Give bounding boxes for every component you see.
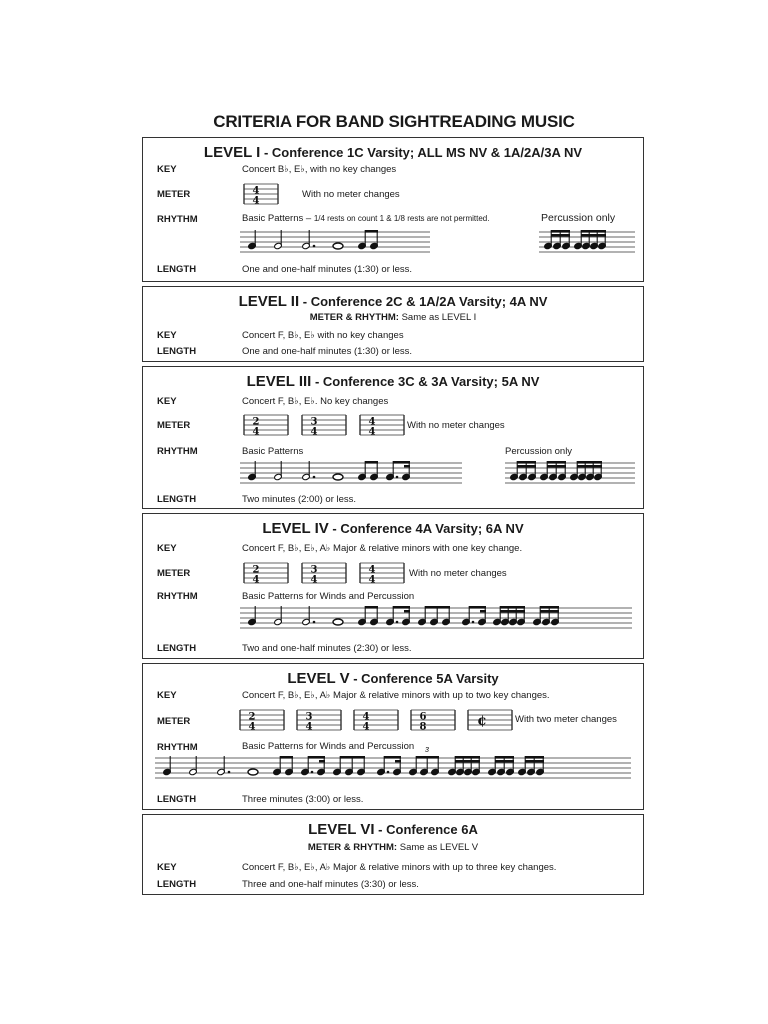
time-signature	[244, 184, 278, 207]
meter-label: METER	[157, 568, 191, 579]
rhythm-dotted-eighth	[462, 606, 487, 626]
meter-denominator: 4	[362, 721, 370, 733]
rhythm-sixteenth-group	[533, 606, 560, 626]
meter-numerator: 3	[305, 711, 313, 723]
key-label: KEY	[157, 862, 177, 873]
rhythm-dotted-half	[217, 756, 231, 776]
level-5-rhythm-text: Basic Patterns for Winds and Percussion	[242, 741, 415, 752]
meter-label: METER	[157, 716, 191, 727]
rhythm-triplet	[409, 747, 440, 776]
rhythm-half	[274, 606, 283, 626]
rhythm-dotted-eighth	[377, 756, 402, 776]
level-5-box	[142, 663, 644, 810]
key-label: KEY	[157, 543, 177, 554]
rhythm-half	[274, 461, 283, 481]
percussion-patterns	[539, 226, 635, 260]
rhythm-patterns	[240, 457, 462, 491]
level-6-heading: LEVEL VI - Conference 6A	[308, 821, 478, 838]
page-title: CRITERIA FOR BAND SIGHTREADING MUSIC	[213, 112, 575, 131]
time-signature	[240, 710, 284, 733]
level-1-rhythm-text: Basic Patterns – 1/4 rests on count 1 & 1/8 rests are not permitted.	[242, 213, 490, 224]
time-signature	[244, 563, 288, 586]
meter-staff	[242, 561, 402, 585]
time-signature	[302, 415, 346, 438]
percussion-patterns	[505, 457, 635, 491]
meter-numerator: 2	[252, 416, 260, 428]
meter-numerator: 2	[252, 564, 260, 576]
rhythm-eighths-three	[333, 756, 366, 776]
time-signature	[354, 710, 398, 733]
level-1-meter-note: With no meter changes	[302, 189, 400, 200]
rhythm-dotted-half	[302, 461, 316, 481]
rhythm-half	[189, 756, 198, 776]
rhythm-patterns	[155, 748, 631, 788]
percussion-only-label: Percussion only	[541, 212, 616, 224]
rhythm-sixteenth-group	[544, 230, 571, 250]
rhythm-label: RHYTHM	[157, 214, 198, 225]
meter-numerator: 3	[310, 416, 318, 428]
level-5-key-text: Concert F, B♭, E♭, A♭ Major & relative minors with up to two key changes.	[242, 690, 550, 701]
meter-cut-time: ¢	[477, 713, 487, 729]
level-2-key-text: Concert F, B♭, E♭ with no key changes	[242, 330, 404, 341]
rhythm-patterns	[240, 226, 430, 260]
rhythm-sixteenth-group	[540, 461, 567, 481]
rhythm-label: RHYTHM	[157, 446, 198, 457]
meter-denominator: 4	[368, 574, 376, 586]
time-signature	[297, 710, 341, 733]
time-signature	[302, 563, 346, 586]
rhythm-label: RHYTHM	[157, 742, 198, 753]
rhythm-whole	[333, 619, 343, 625]
triplet-mark: 3	[425, 747, 429, 754]
meter-label: METER	[157, 420, 191, 431]
meter-denominator: 4	[368, 426, 376, 438]
time-signature	[468, 710, 512, 730]
meter-numerator: 2	[248, 711, 256, 723]
rhythm-sixteenth-group-4	[570, 461, 603, 481]
rhythm-patterns	[240, 602, 632, 636]
meter-denominator: 4	[248, 721, 256, 733]
meter-denominator: 4	[252, 574, 260, 586]
level-2-heading: LEVEL II - Conference 2C & 1A/2A Varsity; 4A NV	[238, 293, 548, 310]
level-5-heading: LEVEL V - Conference 5A Varsity	[287, 670, 499, 687]
meter-staff	[242, 413, 402, 437]
time-signature	[360, 563, 404, 586]
time-signature	[411, 710, 455, 733]
key-label: KEY	[157, 690, 177, 701]
level-3-length-text: Two minutes (2:00) or less.	[242, 494, 357, 505]
level-3-meter-note: With no meter changes	[407, 420, 505, 431]
level-6-box	[142, 814, 644, 895]
level-2-length-text: One and one-half minutes (1:30) or less.	[242, 346, 413, 357]
level-4-length-text: Two and one-half minutes (2:30) or less.	[242, 643, 412, 654]
rhythm-quarter	[248, 606, 257, 626]
meter-numerator: 4	[368, 416, 376, 428]
meter-numerator: 6	[419, 711, 427, 723]
rhythm-dotted-eighth	[386, 606, 411, 626]
meter-denominator: 4	[305, 721, 313, 733]
length-label: LENGTH	[157, 346, 197, 357]
level-4-box	[142, 513, 644, 659]
level-4-meter-note: With no meter changes	[409, 568, 507, 579]
rhythm-eighths-three	[418, 606, 451, 626]
time-signature	[360, 415, 404, 438]
level-2-box	[142, 286, 644, 362]
meter-denominator: 4	[310, 574, 318, 586]
rhythm-sixteenth-group	[510, 461, 537, 481]
level-3-rhythm-text: Basic Patterns	[242, 446, 304, 457]
level-1-length-text: One and one-half minutes (1:30) or less.	[242, 264, 413, 275]
meter-staff	[242, 182, 290, 206]
key-label: KEY	[157, 164, 177, 175]
meter-denominator: 8	[419, 721, 427, 733]
rhythm-whole	[333, 474, 343, 480]
rhythm-half	[274, 230, 283, 250]
key-label: KEY	[157, 330, 177, 341]
meter-numerator: 4	[252, 185, 260, 197]
length-label: LENGTH	[157, 643, 197, 654]
level-3-box	[142, 366, 644, 509]
rhythm-whole	[248, 769, 258, 775]
rhythm-sixteenth-group-4	[493, 606, 526, 626]
percussion-only-label: Percussion only	[505, 446, 573, 457]
level-4-key-text: Concert F, B♭, E♭, A♭ Major & relative minors with one key change.	[242, 543, 523, 554]
rhythm-dotted-half	[302, 606, 316, 626]
meter-denominator: 4	[252, 195, 260, 207]
rhythm-quarter	[163, 756, 172, 776]
rhythm-sixteenth-group	[518, 756, 545, 776]
level-1-heading: LEVEL I - Conference 1C Varsity; ALL MS NV & 1A/2A/3A NV	[203, 144, 583, 161]
rhythm-sixteenth-group	[488, 756, 515, 776]
length-label: LENGTH	[157, 879, 197, 890]
key-label: KEY	[157, 396, 177, 407]
length-label: LENGTH	[157, 264, 197, 275]
meter-numerator: 3	[310, 564, 318, 576]
level-1-key-text: Concert B♭, E♭, with no key changes	[242, 164, 397, 175]
level-3-key-text: Concert F, B♭, E♭. No key changes	[242, 396, 389, 407]
time-signature	[244, 415, 288, 438]
level-5-meter-note: With two meter changes	[515, 714, 617, 725]
rhythm-label: RHYTHM	[157, 591, 198, 602]
rhythm-dotted-eighth	[386, 461, 411, 481]
meter-denominator: 4	[310, 426, 318, 438]
meter-numerator: 4	[368, 564, 376, 576]
rhythm-sixteenth-group-4	[448, 756, 481, 776]
level-5-length-text: Three minutes (3:00) or less.	[242, 794, 364, 805]
length-label: LENGTH	[157, 794, 197, 805]
rhythm-quarter	[248, 461, 257, 481]
level-1-box	[142, 137, 644, 282]
level-4-heading: LEVEL IV - Conference 4A Varsity; 6A NV	[262, 520, 524, 537]
level-4-rhythm-text: Basic Patterns for Winds and Percussion	[242, 591, 415, 602]
level-6-same-as: METER & RHYTHM: Same as LEVEL V	[307, 842, 479, 853]
rhythm-whole	[333, 243, 343, 249]
meter-numerator: 4	[362, 711, 370, 723]
level-3-heading: LEVEL III - Conference 3C & 3A Varsity; 5A NV	[246, 373, 540, 390]
rhythm-quarter	[248, 230, 257, 250]
meter-label: METER	[157, 189, 191, 200]
meter-staff	[238, 708, 508, 732]
rhythm-dotted-eighth	[301, 756, 326, 776]
length-label: LENGTH	[157, 494, 197, 505]
rhythm-dotted-half	[302, 230, 316, 250]
level-2-same-as: METER & RHYTHM: Same as LEVEL I	[309, 312, 477, 323]
level-6-key-text: Concert F, B♭, E♭, A♭ Major & relative minors with up to three key changes.	[242, 862, 557, 873]
meter-denominator: 4	[252, 426, 260, 438]
level-6-length-text: Three and one-half minutes (3:30) or less.	[242, 879, 419, 890]
rhythm-sixteenth-group-4	[574, 230, 607, 250]
